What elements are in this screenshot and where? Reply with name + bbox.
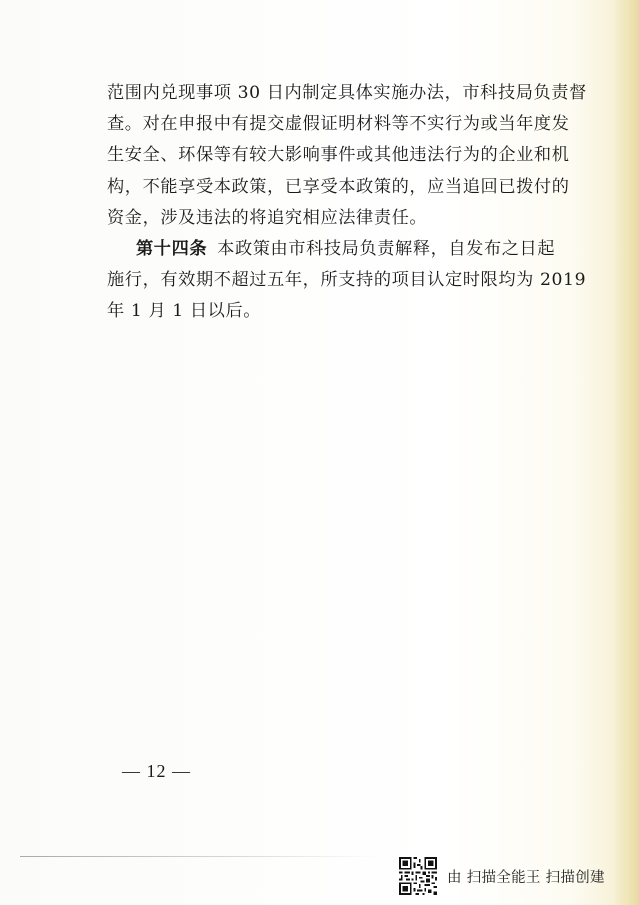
page-edge-shadow — [613, 0, 639, 905]
article-label: 第十四条 — [136, 239, 208, 260]
article-14-line-3: 年 1 月 1 日以后。 — [107, 301, 262, 322]
body-line-1: 范围内兑现事项 30 日内制定具体实施办法，市科技局负责督 — [107, 83, 587, 103]
article-14-line-2: 施行，有效期不超过五年，所支持的项目认定时限均为 2019 — [107, 270, 587, 291]
qr-code-icon — [399, 857, 437, 895]
scan-edge-line — [20, 856, 380, 857]
document-body — [107, 78, 587, 328]
article-14-text-1: 本政策由市科技局负责解释，自发布之日起 — [217, 239, 556, 260]
body-line-2: 查。对在申报中有提交虚假证明材料等不实行为或当年度发 — [107, 114, 570, 135]
page-number: — 12 — — [122, 761, 191, 781]
scanner-watermark — [399, 856, 605, 896]
body-line-5: 资金，涉及违法的将追究相应法律责任。 — [107, 207, 428, 228]
article-14-line-1 — [107, 234, 577, 265]
body-line-3: 生安全、环保等有较大影响事件或其他违法行为的企业和机 — [107, 145, 570, 166]
watermark-text: 由 扫描全能王 扫描创建 — [447, 869, 605, 886]
body-line-4: 构，不能享受本政策，已享受本政策的，应当追回已拨付的 — [107, 176, 570, 197]
